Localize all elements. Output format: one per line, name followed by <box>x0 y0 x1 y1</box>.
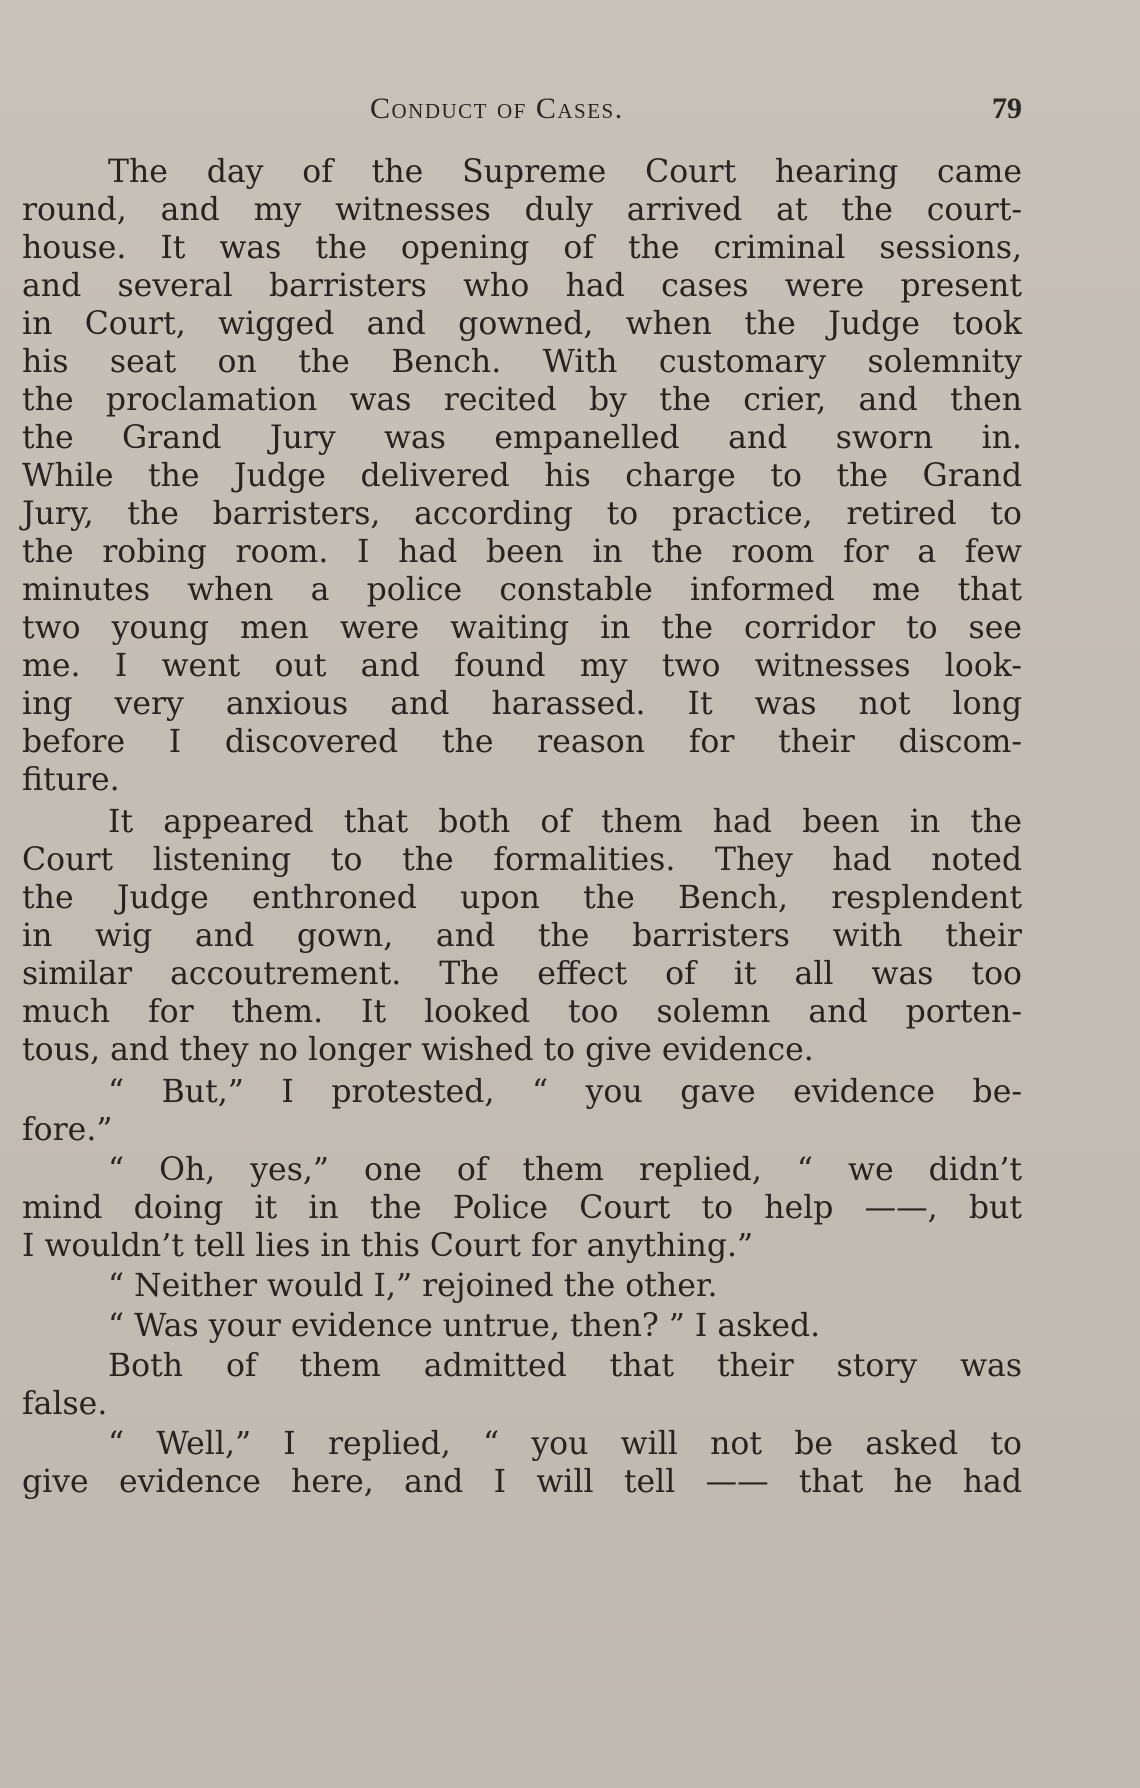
text-line: his seat on the Bench. With customary solemnity <box>22 344 1022 380</box>
text-line: the Grand Jury was empanelled and sworn in. <box>22 420 1022 456</box>
text-line: “ But,” I protested, “ you gave evidence be- <box>108 1074 1022 1110</box>
text-line: tous, and they no longer wished to give evidence. <box>22 1032 814 1068</box>
text-line: house. It was the opening of the criminal sessions, <box>22 230 1022 266</box>
text-line: I wouldn’t tell lies in this Court for anything.” <box>22 1228 754 1264</box>
text-line: much for them. It looked too solemn and porten- <box>22 994 1022 1030</box>
text-line: “ Oh, yes,” one of them replied, “ we didn’t <box>108 1152 1022 1188</box>
text-line: Both of them admitted that their story was <box>108 1348 1022 1384</box>
text-line: fiture. <box>22 762 120 798</box>
text-line: similar accoutrement. The effect of it all was too <box>22 956 1022 992</box>
text-line: give evidence here, and I will tell —— that he had <box>22 1464 1022 1500</box>
text-line: in Court, wigged and gowned, when the Judge took <box>22 306 1022 342</box>
running-head <box>0 92 1140 132</box>
text-line: “ Was your evidence untrue, then? ” I asked. <box>108 1308 821 1344</box>
text-line: mind doing it in the Police Court to help ——, but <box>22 1190 1022 1226</box>
text-line: the proclamation was recited by the crier, and then <box>22 382 1022 418</box>
text-line: ing very anxious and harassed. It was not long <box>22 686 1022 722</box>
text-line: false. <box>22 1386 108 1422</box>
text-line: the Judge enthroned upon the Bench, resplendent <box>22 880 1022 916</box>
text-line: Court listening to the formalities. They had noted <box>22 842 1022 878</box>
text-line: before I discovered the reason for their discom- <box>22 724 1022 760</box>
text-line: and several barristers who had cases were present <box>22 268 1022 304</box>
text-line: minutes when a police constable informed me that <box>22 572 1022 608</box>
text-line: fore.” <box>22 1112 113 1148</box>
text-line: “ Neither would I,” rejoined the other. <box>108 1268 718 1304</box>
running-title: Conduct of Cases. <box>370 92 624 125</box>
text-line: The day of the Supreme Court hearing came <box>108 154 1022 190</box>
text-line: two young men were waiting in the corridor to see <box>22 610 1022 646</box>
text-line: “ Well,” I replied, “ you will not be asked to <box>108 1426 1022 1462</box>
text-line: me. I went out and found my two witnesses look- <box>22 648 1022 684</box>
text-line: While the Judge delivered his charge to the Grand <box>22 458 1022 494</box>
text-line: It appeared that both of them had been in the <box>108 804 1022 840</box>
page-number: 79 <box>992 92 1022 125</box>
text-line: Jury, the barristers, according to practice, retired to <box>22 496 1022 532</box>
text-line: the robing room. I had been in the room for a few <box>22 534 1022 570</box>
text-line: round, and my witnesses duly arrived at the court- <box>22 192 1022 228</box>
text-line: in wig and gown, and the barristers with their <box>22 918 1022 954</box>
